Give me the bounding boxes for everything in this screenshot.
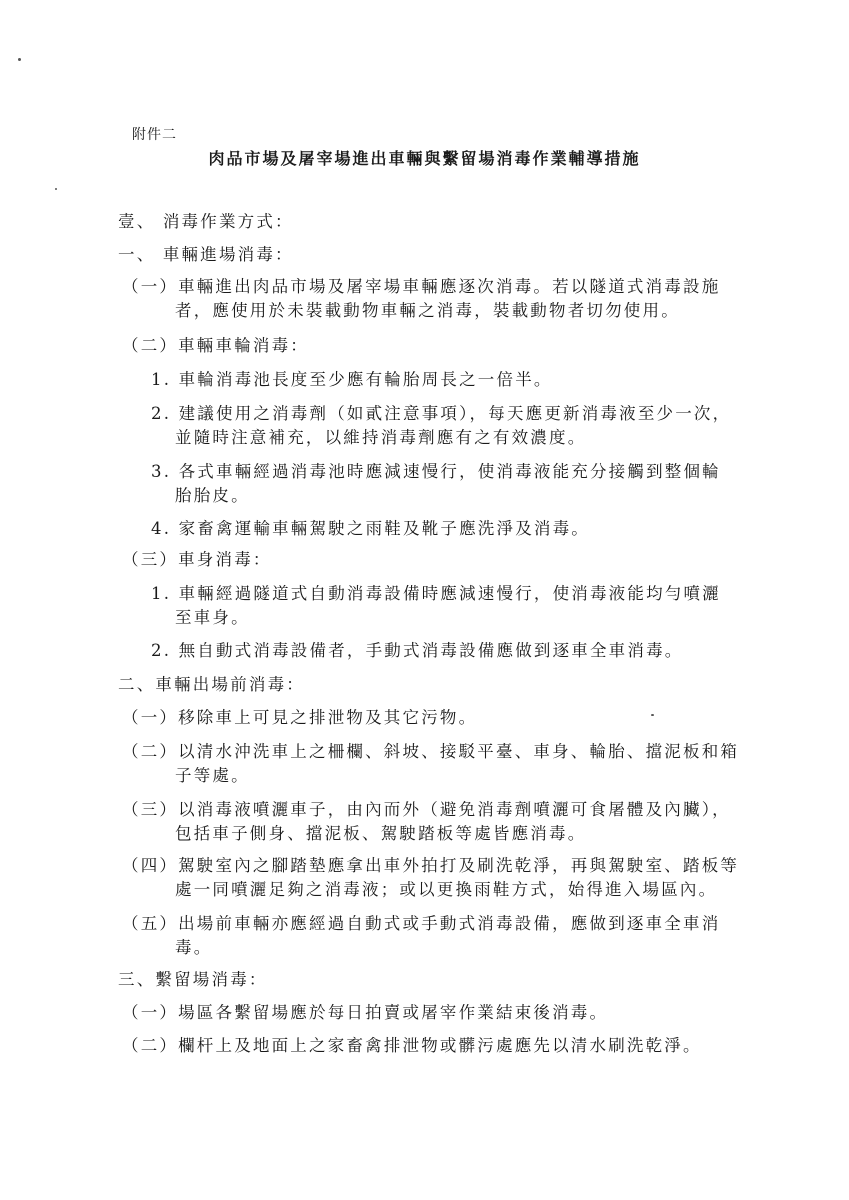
- list-item-continued: 並隨時注意補充，以維持消毒劑應有之有效濃度。: [175, 428, 587, 447]
- paragraph-line-continued: 包括車子側身、擋泥板、駕駛踏板等處皆應消毒。: [175, 824, 587, 843]
- paragraph-line: （二）欄杆上及地面上之家畜禽排泄物或髒污處應先以清水刷洗乾淨。: [122, 1036, 702, 1055]
- scan-speck: [651, 714, 654, 716]
- item-heading: （二）車輛車輪消毒：: [122, 336, 309, 355]
- list-item-continued: 胎胎皮。: [175, 486, 250, 505]
- list-item-continued: 至車身。: [175, 608, 250, 627]
- scan-speck: [55, 188, 57, 190]
- document-title: 肉品市場及屠宰場進出車輛與繫留場消毒作業輔導措施: [208, 149, 641, 168]
- section-heading: 壹、 消毒作業方式：: [118, 212, 294, 231]
- attachment-label: 附件二: [132, 127, 177, 143]
- list-item: 1. 車輪消毒池長度至少應有輪胎周長之一倍半。: [151, 370, 553, 389]
- subsection-heading: 二、車輛出場前消毒：: [118, 675, 305, 694]
- paragraph-line: （三）以消毒液噴灑車子，由內而外（避免消毒劑噴灑可食屠體及內臟），: [122, 800, 731, 819]
- paragraph-line: 者，應使用於未裝載動物車輛之消毒，裝載動物者切勿使用。: [175, 301, 680, 320]
- paragraph-line: （一）移除車上可見之排泄物及其它污物。: [122, 708, 478, 727]
- paragraph-line-continued: 處一同噴灑足夠之消毒液；或以更換雨鞋方式，始得進入場區內。: [175, 880, 718, 899]
- scan-speck: [18, 58, 21, 61]
- list-item: 4. 家畜禽運輸車輛駕駛之雨鞋及靴子應洗淨及消毒。: [151, 519, 590, 538]
- subsection-heading: 一、 車輛進場消毒：: [118, 245, 294, 264]
- paragraph-line: （五）出場前車輛亦應經過自動式或手動式消毒設備，應做到逐車全車消: [122, 914, 721, 933]
- item-heading: （三）車身消毒：: [122, 550, 272, 569]
- list-item: 2. 建議使用之消毒劑（如貳注意事項），每天應更新消毒液至少一次，: [151, 404, 732, 423]
- paragraph-line-continued: 毒。: [175, 938, 213, 957]
- list-item: 3. 各式車輛經過消毒池時應減速慢行，使消毒液能充分接觸到整個輪: [151, 462, 721, 481]
- list-item: 2. 無自動式消毒設備者，手動式消毒設備應做到逐車全車消毒。: [151, 641, 684, 660]
- paragraph-line: （二）以清水沖洗車上之柵欄、斜坡、接駁平臺、車身、輪胎、擋泥板和箱: [122, 742, 740, 761]
- paragraph-line: （一）場區各繫留場應於每日拍賣或屠宰作業結束後消毒。: [122, 1003, 609, 1022]
- paragraph-line: （一）車輛進出肉品市場及屠宰場車輛應逐次消毒。若以隧道式消毒設施: [122, 277, 721, 296]
- subsection-heading: 三、繫留場消毒：: [118, 970, 268, 989]
- list-item: 1. 車輛經過隧道式自動消毒設備時應減速慢行，使消毒液能均勻噴灑: [151, 584, 721, 603]
- paragraph-line: （四）駕駛室內之腳踏墊應拿出車外拍打及刷洗乾淨，再與駕駛室、踏板等: [122, 856, 740, 875]
- paragraph-line-continued: 子等處。: [175, 766, 250, 785]
